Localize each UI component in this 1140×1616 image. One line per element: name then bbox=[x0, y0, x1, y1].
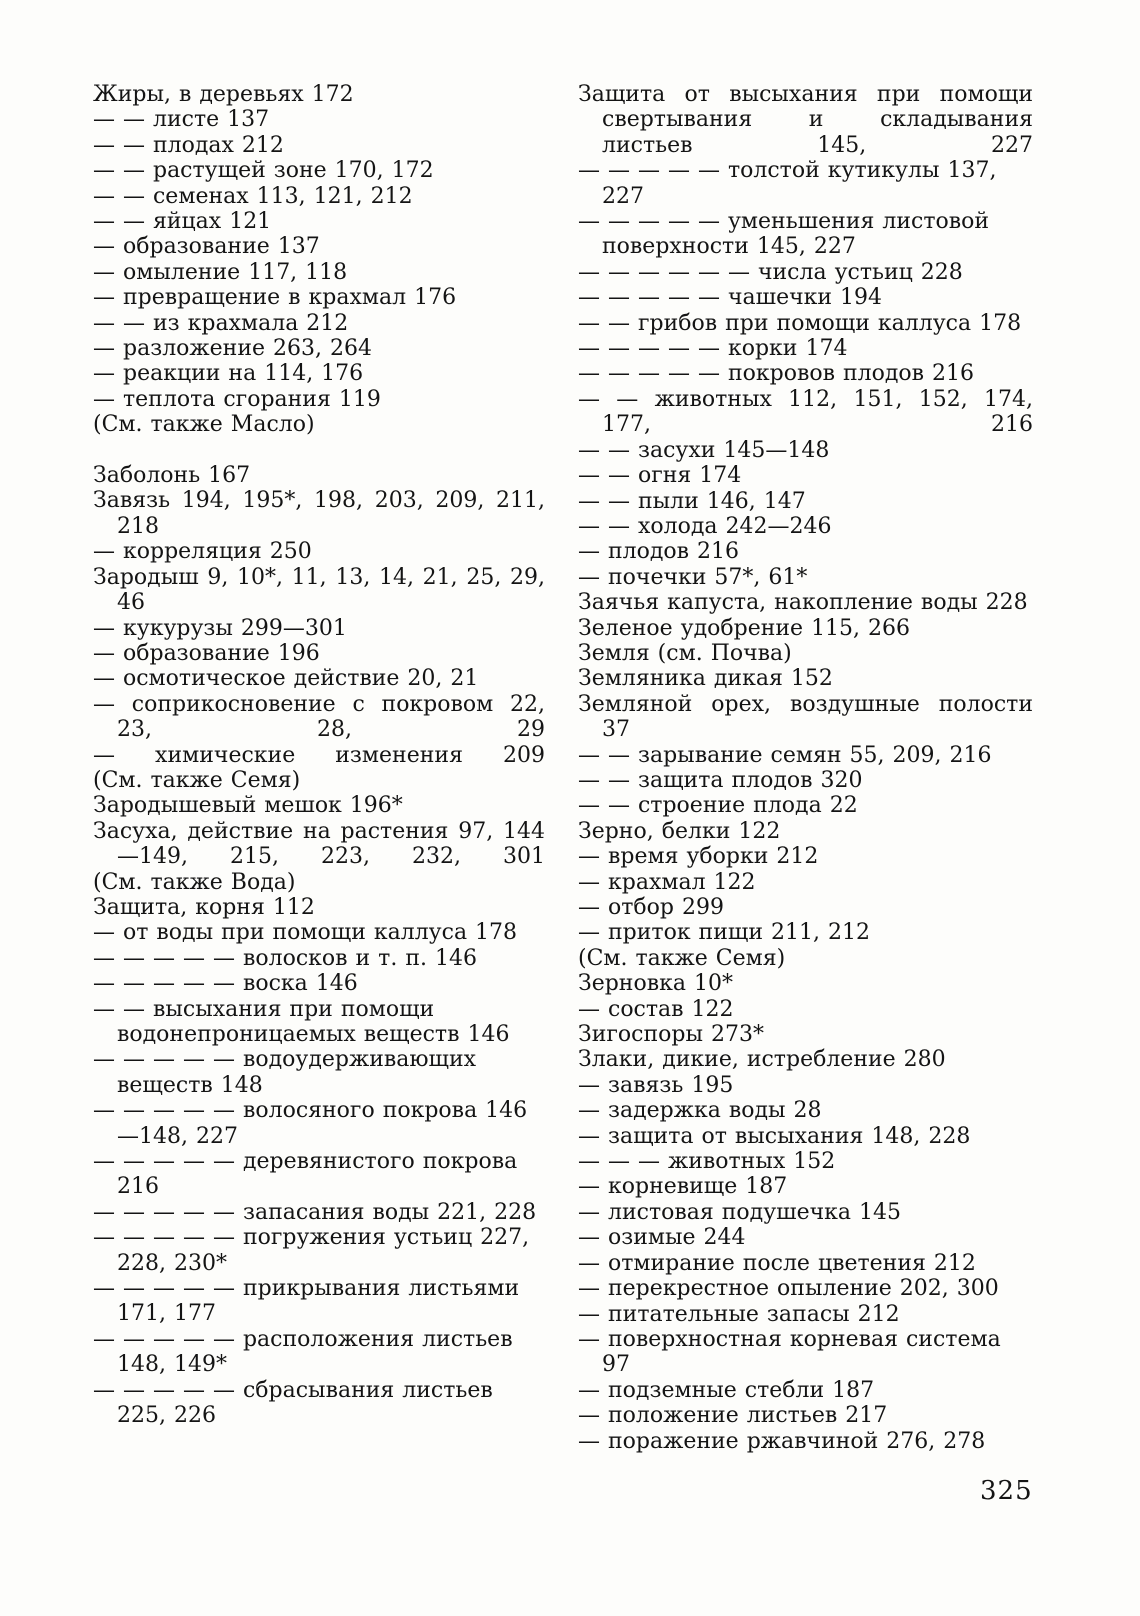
index-entry: — образование 137 bbox=[93, 234, 320, 260]
index-column-right bbox=[578, 82, 1033, 1454]
index-entry: — — — — — толстой кутикулы 137, 227 bbox=[578, 158, 997, 209]
index-entry: — время уборки 212 bbox=[578, 844, 819, 870]
index-entry: — — плодах 212 bbox=[93, 132, 284, 158]
index-entry: — — — — — деревянистого покрова 216 bbox=[93, 1149, 518, 1200]
index-entry: Земляной орех, воздушные полости 37 bbox=[578, 691, 1033, 743]
index-entry: — почечки 57*, 61* bbox=[578, 564, 808, 590]
index-entry: Жиры, в деревьях 172 bbox=[93, 82, 354, 107]
index-entry: Земляника дикая 152 bbox=[578, 666, 833, 692]
index-entry: — крахмал 122 bbox=[578, 869, 756, 895]
index-entry: — — — — — волосяного покрова 146—148, 227 bbox=[93, 1098, 528, 1149]
index-entry: — — семенах 113, 121, 212 bbox=[93, 183, 413, 209]
index-entry: — — — — — сбрасывания листьев 225, 226 bbox=[93, 1377, 493, 1429]
index-entry: — разложение 263, 264 bbox=[93, 336, 372, 362]
index-entry: Защита от высыхания при помощи свертывания и складывания листьев 145, 227 bbox=[578, 82, 1033, 158]
index-entry: Зародыш 9, 10*, 11, 13, 14, 21, 25, 29, 46 bbox=[93, 564, 545, 616]
index-entry: Засуха, действие на растения 97, 144—149, 215, 223, 232, 301 bbox=[93, 818, 545, 870]
index-entry: — от воды при помощи каллуса 178 bbox=[93, 920, 518, 946]
index-entry: — — — — — прикрывания листьями 171, 177 bbox=[93, 1276, 520, 1327]
index-entry: — превращение в крахмал 176 bbox=[93, 285, 457, 311]
index-entry: Заболонь 167 bbox=[93, 463, 251, 489]
index-entry: Зародышевый мешок 196* bbox=[93, 793, 403, 819]
index-entry: — — — животных 152 bbox=[578, 1149, 836, 1175]
index-entry: — — — — — расположения листьев 148, 149* bbox=[93, 1326, 513, 1378]
index-column-left bbox=[93, 82, 545, 1429]
page-number: 325 bbox=[980, 1476, 1033, 1506]
index-entry: — осмотическое действие 20, 21 bbox=[93, 666, 479, 692]
index-entry: Завязь 194, 195*, 198, 203, 209, 211, 218 bbox=[93, 488, 545, 539]
index-entry: — — листе 137 bbox=[93, 107, 270, 133]
index-entry: (См. также Вода) bbox=[93, 869, 296, 895]
index-entry: — озимые 244 bbox=[578, 1225, 746, 1251]
index-entry: Злаки, дикие, истребление 280 bbox=[578, 1047, 946, 1073]
index-entry: — химические изменения 209 bbox=[93, 742, 545, 768]
index-entry: — подземные стебли 187 bbox=[578, 1377, 875, 1403]
index-entry: — — — — — корки 174 bbox=[578, 336, 848, 362]
index-entry: — — — — — чашечки 194 bbox=[578, 285, 883, 311]
index-entry: (См. также Семя) bbox=[578, 945, 786, 971]
index-entry: — питательные запасы 212 bbox=[578, 1301, 900, 1327]
index-entry: — поражение ржавчиной 276, 278 bbox=[578, 1428, 986, 1454]
index-entry: — — — — — погружения устьиц 227, 228, 230* bbox=[93, 1225, 530, 1276]
index-entry: — — грибов при помощи каллуса 178 bbox=[578, 310, 1022, 336]
index-entry: — — — — — волосков и т. п. 146 bbox=[93, 945, 477, 971]
index-entry: — отмирание после цветения 212 bbox=[578, 1250, 976, 1276]
index-entry: — — зарывание семян 55, 209, 216 bbox=[578, 742, 992, 768]
index-entry: — — строение плода 22 bbox=[578, 793, 858, 819]
index-entry: — соприкосновение с покровом 22, 23, 28, 29 bbox=[93, 691, 545, 743]
index-entry: Зерновка 10* bbox=[578, 971, 733, 997]
index-entry: — корреляция 250 bbox=[93, 539, 312, 565]
index-entry: — — яйцах 121 bbox=[93, 209, 272, 235]
section-gap bbox=[93, 438, 545, 463]
index-entry: Зеленое удобрение 115, 266 bbox=[578, 615, 911, 641]
index-entry: — — — — — — числа устьиц 228 bbox=[578, 259, 963, 285]
index-entry: — — — — — водоудерживающих веществ 148 bbox=[93, 1047, 477, 1098]
index-entry: — завязь 195 bbox=[578, 1072, 734, 1098]
index-entry: — — — — — уменьшения листовой поверхности 145, 227 bbox=[578, 209, 990, 260]
index-entry: Защита, корня 112 bbox=[93, 894, 315, 920]
index-entry: — листовая подушечка 145 bbox=[578, 1199, 902, 1225]
index-entry: — поверхностная корневая система 97 bbox=[578, 1326, 1001, 1378]
index-entry: — — растущей зоне 170, 172 bbox=[93, 158, 434, 184]
index-entry: Земля (см. Почва) bbox=[578, 640, 792, 666]
index-entry: (См. также Масло) bbox=[93, 412, 315, 438]
index-entry: — — — — — покровов плодов 216 bbox=[578, 361, 975, 387]
index-entry: — — — — — запасания воды 221, 228 bbox=[93, 1199, 537, 1225]
index-entry: — положение листьев 217 bbox=[578, 1403, 888, 1429]
index-entry: — плодов 216 bbox=[578, 539, 740, 565]
index-entry: — теплота сгорания 119 bbox=[93, 386, 381, 412]
index-entry: — образование 196 bbox=[93, 640, 320, 666]
index-entry: — — — — — воска 146 bbox=[93, 971, 358, 997]
index-entry: Зерно, белки 122 bbox=[578, 818, 781, 844]
index-entry: — состав 122 bbox=[578, 996, 734, 1022]
index-entry: — — огня 174 bbox=[578, 463, 742, 489]
index-entry: Зигоспоры 273* bbox=[578, 1022, 764, 1048]
index-entry: — — засухи 145—148 bbox=[578, 437, 830, 463]
index-entry: — — высыхания при помощи водонепроницаемых веществ 146 bbox=[93, 996, 510, 1048]
index-entry: — перекрестное опыление 202, 300 bbox=[578, 1276, 999, 1302]
index-entry: — задержка воды 28 bbox=[578, 1098, 822, 1124]
index-entry: — приток пищи 211, 212 bbox=[578, 920, 870, 946]
index-entry: — реакции на 114, 176 bbox=[93, 361, 364, 387]
index-entry: — — холода 242—246 bbox=[578, 513, 832, 539]
index-entry: — корневище 187 bbox=[578, 1174, 788, 1200]
index-entry: Заячья капуста, накопление воды 228 bbox=[578, 590, 1028, 616]
index-entry: — — животных 112, 151, 152, 174, 177, 216 bbox=[578, 386, 1033, 438]
index-entry: — омыление 117, 118 bbox=[93, 259, 348, 285]
index-entry: (См. также Семя) bbox=[93, 767, 301, 793]
index-entry: — отбор 299 bbox=[578, 895, 724, 920]
index-entry: — — защита плодов 320 bbox=[578, 767, 863, 793]
index-entry: — — из крахмала 212 bbox=[93, 310, 349, 336]
index-entry: — — пыли 146, 147 bbox=[578, 488, 806, 514]
index-entry: — кукурузы 299—301 bbox=[93, 615, 347, 641]
index-entry: — защита от высыхания 148, 228 bbox=[578, 1123, 971, 1149]
